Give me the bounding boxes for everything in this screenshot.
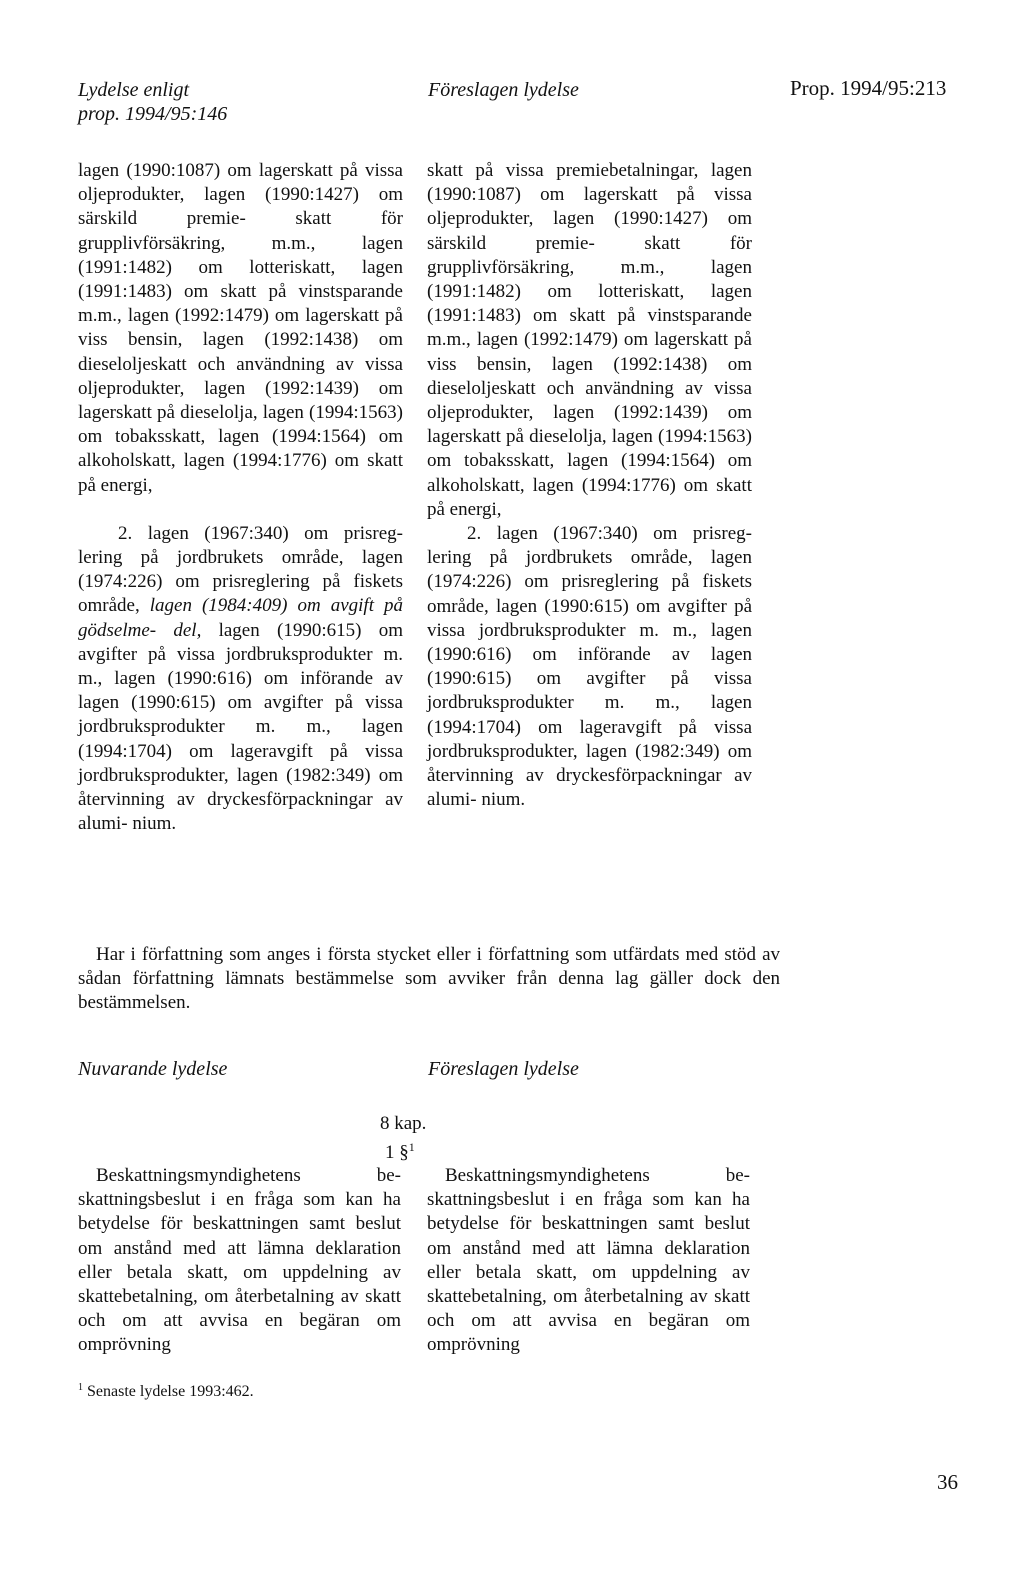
left-p2-text-a: 2. lagen (1967:340) om prisreg- lering på jordbrukets område, lagen (1974:226) om prisreglering på fiskets område, [78,522,403,617]
header-current-wording: Nuvarande lydelse [78,1058,228,1080]
header-proposition-number: Prop. 1994/95:213 [790,76,947,100]
left-p2-text-b: lagen (1990:615) om avgifter på vissa jordbruksprodukter m. m., lagen (1990:616) om införande av lagen (1990:615) om avgifter på vissa jordbruksprodukter m. m., lagen (1994:1704) om lageravgift på vissa jordbruksprodukter, lagen (1982:349) om återvinning av dryckesförpackningar av alumi- nium. [78,619,403,835]
left-column-section1 [78,159,403,836]
left-column-section2 [78,1164,401,1358]
page-number: 36 [937,1470,958,1494]
right-paragraph-1: skatt på vissa premiebetalningar, lagen (1990:1087) om lagerskatt på vissa oljeprodukter, lagen (1990:1427) om särskild premie- skatt för grupplivförsäkring, m.m., lagen (1991:1482) om lotteriskatt, lagen (1991:1483) om skatt på vinstsparande m.m., lagen (1992:1479) om lagerskatt på viss bensin, lagen (1992:1438) om dieseloljeskatt och användning av vissa oljeprodukter, lagen (1992:1439) om lagerskatt på dieselolja, lagen (1994:1563) om tobaksskatt, lagen (1994:1564) om alkoholskatt, lagen (1994:1776) om skatt på energi, [427,160,752,520]
right-column-section1 [427,159,752,812]
header-current-version [78,78,227,126]
right-paragraph-2: 2. lagen (1967:340) om prisreg- lering på jordbrukets område, lagen (1974:226) om prisreglering på fiskets område, lagen (1990:615) om avgifter på vissa jordbruksprodukter m. m., lagen (1990:616) om införande av lagen (1990:615) om avgifter på vissa jordbruksprodukter m. m., lagen (1994:1704) om lageravgift på vissa jordbruksprodukter, lagen (1982:349) om återvinning av dryckesförpackningar av alumi- nium. [427,523,752,811]
left-p2-italic-text: lagen (1984:409) om avgift på gödselme- del, [78,595,403,641]
header-proposed-version: Föreslagen lydelse [428,79,579,101]
left-section2-text: Beskattningsmyndighetens be- skattningsbeslut i en fråga som kan ha betydelse för beskattningen samt beslut om anstånd med att lämna deklaration eller betala skatt, om uppdelning av skattebetalning, om återbetalning av skatt och om att avvisa en begäran om omprövning [78,1165,401,1356]
footnote [78,1382,254,1401]
right-section2-text: Beskattningsmyndighetens be- skattningsbeslut i en fråga som kan ha betydelse för beskattningen samt beslut om anstånd med att lämna deklaration eller betala skatt, om uppdelning av skattebetalning, om återbetalning av skatt och om att avvisa en begäran om omprövning [427,1165,750,1356]
footnote-marker: 1 [78,1382,83,1393]
footnote-reference: 1 [408,1140,415,1154]
header-left-line1: Lydelse enligt [78,79,190,101]
header-left-line2: prop. 1994/95:146 [78,103,228,125]
full-width-paragraph: Har i författning som anges i första stycket eller i författning som utfärdats med stöd av sådan författning lämnats bestämmelse som avviker från denna lag gäller dock den bestämmelsen. [78,944,780,1014]
section-heading [385,1140,415,1164]
chapter-heading: 8 kap. [380,1113,427,1134]
section-number: 1 § [385,1142,409,1163]
left-paragraph-1: lagen (1990:1087) om lagerskatt på vissa oljeprodukter, lagen (1990:1427) om särskild premie- skatt för grupplivförsäkring, m.m., lagen (1991:1482) om lotteriskatt, lagen (1991:1483) om skatt på vinstsparande m.m., lagen (1992:1479) om lagerskatt på viss bensin, lagen (1992:1438) om dieseloljeskatt och användning av vissa oljeprodukter, lagen (1992:1439) om lagerskatt på dieselolja, lagen (1994:1563) om tobaksskatt, lagen (1994:1564) om alkoholskatt, lagen (1994:1776) om skatt på energi, [78,160,403,496]
right-column-section2 [427,1164,750,1358]
header-proposed-wording: Föreslagen lydelse [428,1058,579,1080]
footnote-text: Senaste lydelse 1993:462. [87,1383,254,1400]
left-paragraph-2 [78,522,403,837]
